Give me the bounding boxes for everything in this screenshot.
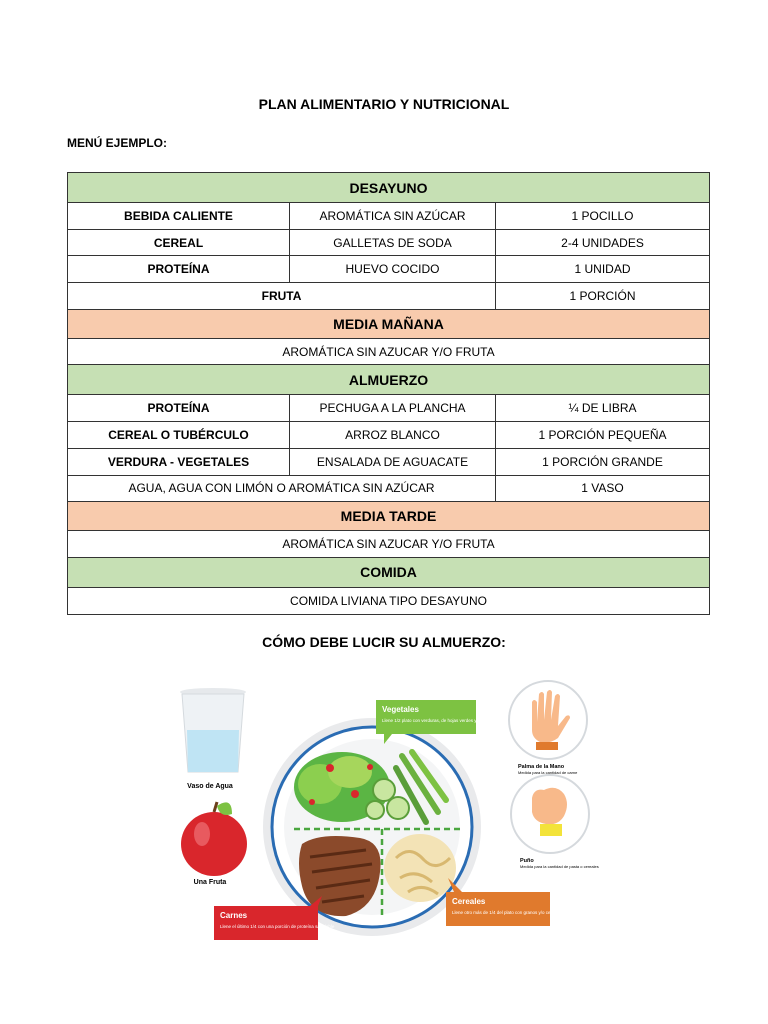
row-food: GALLETAS DE SODA xyxy=(290,229,496,256)
section-media-tarde xyxy=(68,502,710,531)
row-text: AROMÁTICA SIN AZUCAR Y/O FRUTA xyxy=(68,531,710,558)
vegetales-desc: Llene 1/2 plato con verduras, de hojas verdes y otros vegetales xyxy=(382,718,509,723)
menu-table xyxy=(67,172,710,615)
fist-title: Puño xyxy=(520,858,534,864)
section-header: MEDIA MAÑANA xyxy=(68,309,710,338)
row-food: PECHUGA A LA PLANCHA xyxy=(290,395,496,422)
carnes-desc: Llene el último 1/4 con una porción de proteína saludable xyxy=(220,924,335,929)
water-glass-icon xyxy=(180,688,246,772)
table-row xyxy=(68,283,710,310)
row-food: HUEVO COCIDO xyxy=(290,256,496,283)
fist-icon xyxy=(511,775,589,853)
section-media-manana xyxy=(68,309,710,338)
table-row xyxy=(68,338,710,365)
table-row xyxy=(68,256,710,283)
table-row xyxy=(68,531,710,558)
palm-title: Palma de la Mano xyxy=(518,764,565,770)
fist-desc: Medida para la cantidad de pasta o cereales xyxy=(520,864,599,869)
section-header: ALMUERZO xyxy=(68,365,710,395)
row-item: PROTEÍNA xyxy=(68,395,290,422)
row-item: FRUTA xyxy=(68,283,496,310)
row-qty: 1 PORCIÓN xyxy=(496,283,710,310)
table-row xyxy=(68,422,710,449)
row-food: AROMÁTICA SIN AZÚCAR xyxy=(290,203,496,230)
plate-illustration xyxy=(170,672,599,952)
table-row xyxy=(68,448,710,475)
carnes-title: Carnes xyxy=(220,911,248,920)
row-text: COMIDA LIVIANA TIPO DESAYUNO xyxy=(68,587,710,614)
row-item: VERDURA - VEGETALES xyxy=(68,448,290,475)
table-row xyxy=(68,395,710,422)
row-item: CEREAL O TUBÉRCULO xyxy=(68,422,290,449)
menu-example-label: MENÚ EJEMPLO: xyxy=(67,136,168,150)
table-row xyxy=(68,229,710,256)
row-qty: 1 PORCIÓN PEQUEÑA xyxy=(496,422,710,449)
row-item: PROTEÍNA xyxy=(68,256,290,283)
document-title: PLAN ALIMENTARIO Y NUTRICIONAL xyxy=(258,96,510,112)
lunch-heading: CÓMO DEBE LUCIR SU ALMUERZO: xyxy=(262,634,506,650)
section-comida xyxy=(68,557,710,587)
row-qty: 1 POCILLO xyxy=(496,203,710,230)
row-qty: 1 PORCIÓN GRANDE xyxy=(496,448,710,475)
row-qty: 2-4 UNIDADES xyxy=(496,229,710,256)
table-row xyxy=(68,587,710,614)
row-item: BEBIDA CALIENTE xyxy=(68,203,290,230)
section-header: COMIDA xyxy=(68,557,710,587)
section-desayuno xyxy=(68,173,710,203)
table-row xyxy=(68,203,710,230)
row-qty: 1 UNIDAD xyxy=(496,256,710,283)
fruit-label: Una Fruta xyxy=(193,879,227,886)
table-row xyxy=(68,475,710,502)
row-item: CEREAL xyxy=(68,229,290,256)
row-item: AGUA, AGUA CON LIMÓN O AROMÁTICA SIN AZÚCAR xyxy=(68,475,496,502)
section-header: MEDIA TARDE xyxy=(68,502,710,531)
row-food: ENSALADA DE AGUACATE xyxy=(290,448,496,475)
palm-desc: Medida para la cantidad de carne xyxy=(518,770,578,775)
cereales-desc: Llene otro más de 1/4 del plato con granos y/o cereales xyxy=(452,910,563,915)
row-qty: ¼ DE LIBRA xyxy=(496,395,710,422)
apple-icon xyxy=(181,802,247,876)
plate-illustration-svg xyxy=(170,672,599,952)
section-header: DESAYUNO xyxy=(68,173,710,203)
palm-hand-icon xyxy=(509,681,587,759)
section-almuerzo xyxy=(68,365,710,395)
row-text: AROMÁTICA SIN AZUCAR Y/O FRUTA xyxy=(68,338,710,365)
water-glass-label: Vaso de Agua xyxy=(187,783,233,790)
row-food: ARROZ BLANCO xyxy=(290,422,496,449)
vegetales-title: Vegetales xyxy=(382,705,419,714)
cereales-title: Cereales xyxy=(452,897,486,906)
row-qty: 1 VASO xyxy=(496,475,710,502)
